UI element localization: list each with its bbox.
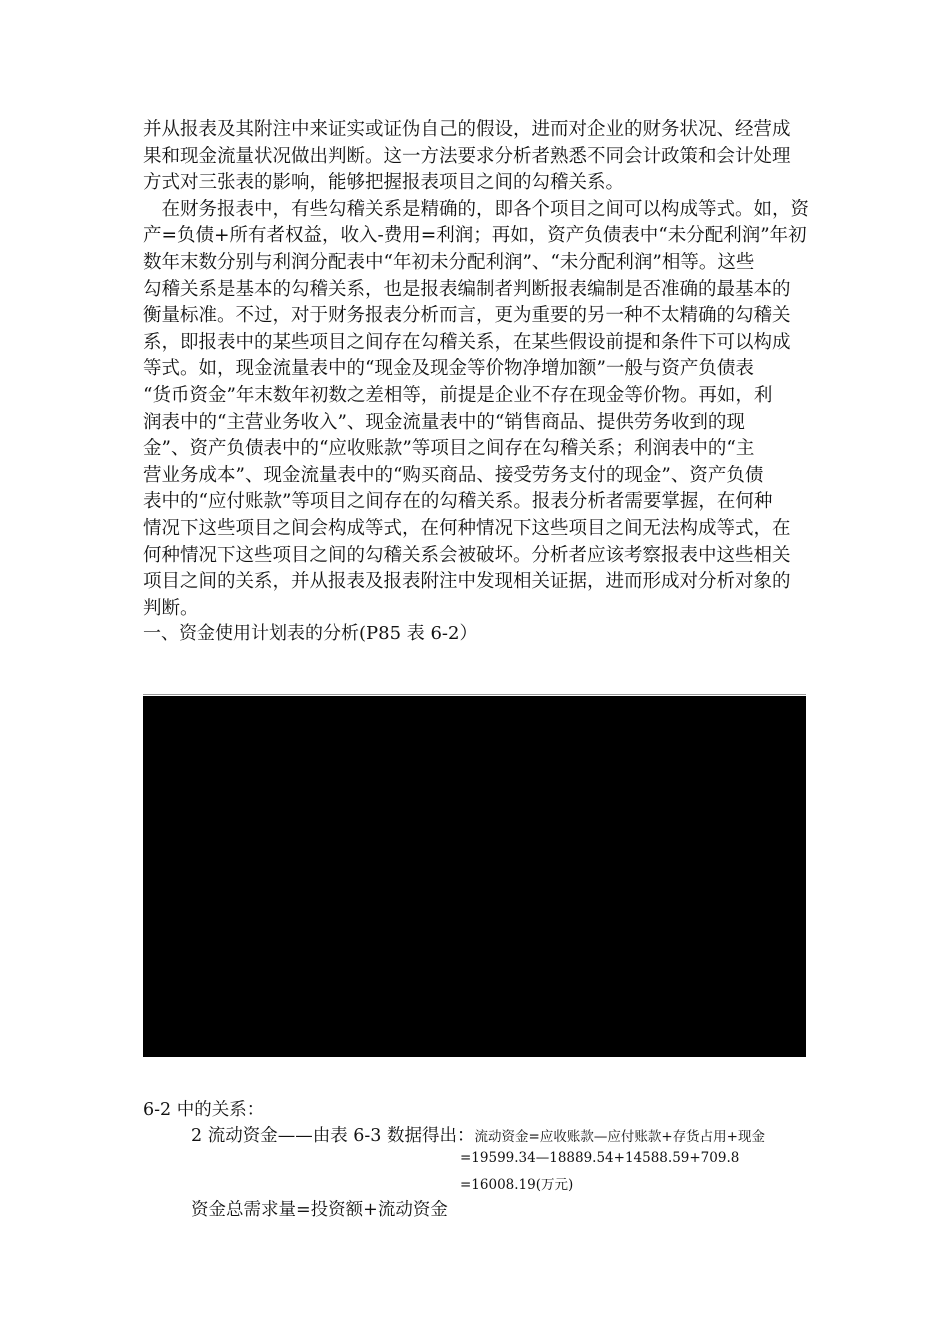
relation-item-2-label: 2 流动资金——由表 6-3 数据得出： (191, 1126, 475, 1146)
text-line: 方式对三张表的影响，能够把握报表项目之间的勾稽关系。 (143, 172, 625, 194)
formula-line-2: =19599.34—18889.54+14588.59+709.8 (460, 1150, 740, 1166)
relations-title: 6-2 中的关系： (143, 1100, 265, 1120)
total-demand-formula: 资金总需求量=投资额+流动资金 (191, 1200, 448, 1220)
text-line: 系，即报表中的某些项目之间存在勾稽关系，在某些假设前提和条件下可以构成 (143, 331, 791, 353)
text-line: 营业务成本”、现金流量表中的“购买商品、接受劳务支付的现金”、资产负债 (143, 464, 764, 486)
formula-line-1: 流动资金=应收账款—应付账款+存货占用+现金 (474, 1129, 765, 1145)
image-top-border (143, 694, 806, 695)
text-line: 在财务报表中，有些勾稽关系是精确的，即各个项目之间可以构成等式。如，资 (143, 198, 810, 220)
text-line: 果和现金流量状况做出判断。这一方法要求分析者熟悉不同会计政策和会计处理 (143, 145, 791, 167)
formula-line-3: =16008.19(万元) (460, 1177, 574, 1193)
section-heading: 一、资金使用计划表的分析(P85 表 6-2） (143, 623, 478, 644)
text-line: “货币资金”年末数年初数之差相等，前提是企业不存在现金等价物。再如，利 (143, 384, 773, 406)
text-line: 润表中的“主营业务收入”、现金流量表中的“销售商品、提供劳务收到的现 (143, 411, 745, 433)
body-paragraph (143, 117, 810, 622)
text-line: 情况下这些项目之间会构成等式，在何种情况下这些项目之间无法构成等式，在 (143, 517, 791, 539)
table-image-redacted (143, 696, 806, 1057)
text-line: 衡量标准。不过，对于财务报表分析而言，更为重要的另一种不太精确的勾稽关 (143, 305, 791, 327)
text-line: 产=负债+所有者权益，收入-费用=利润；再如，资产负债表中“未分配利润”年初 (143, 225, 807, 247)
text-line: 何种情况下这些项目之间的勾稽关系会被破坏。分析者应该考察报表中这些相关 (143, 544, 791, 566)
text-line: 判断。 (143, 597, 199, 619)
text-line: 项目之间的关系，并从报表及报表附注中发现相关证据，进而形成对分析对象的 (143, 571, 791, 593)
text-line: 金”、资产负债表中的“应收账款”等项目之间存在勾稽关系；利润表中的“主 (143, 438, 755, 460)
text-line: 勾稽关系是基本的勾稽关系，也是报表编制者判断报表编制是否准确的最基本的 (143, 278, 791, 300)
text-line: 表中的“应付账款”等项目之间存在的勾稽关系。报表分析者需要掌握，在何种 (143, 491, 773, 513)
text-line: 等式。如，现金流量表中的“现金及现金等价物净增加额”一般与资产负债表 (143, 358, 754, 380)
text-line: 并从报表及其附注中来证实或证伪自己的假设，进而对企业的财务状况、经营成 (143, 119, 791, 140)
relation-item-2 (191, 1122, 765, 1147)
text-line: 数年末数分别与利润分配表中“年初未分配利润”、“未分配利润”相等。这些 (143, 251, 755, 273)
